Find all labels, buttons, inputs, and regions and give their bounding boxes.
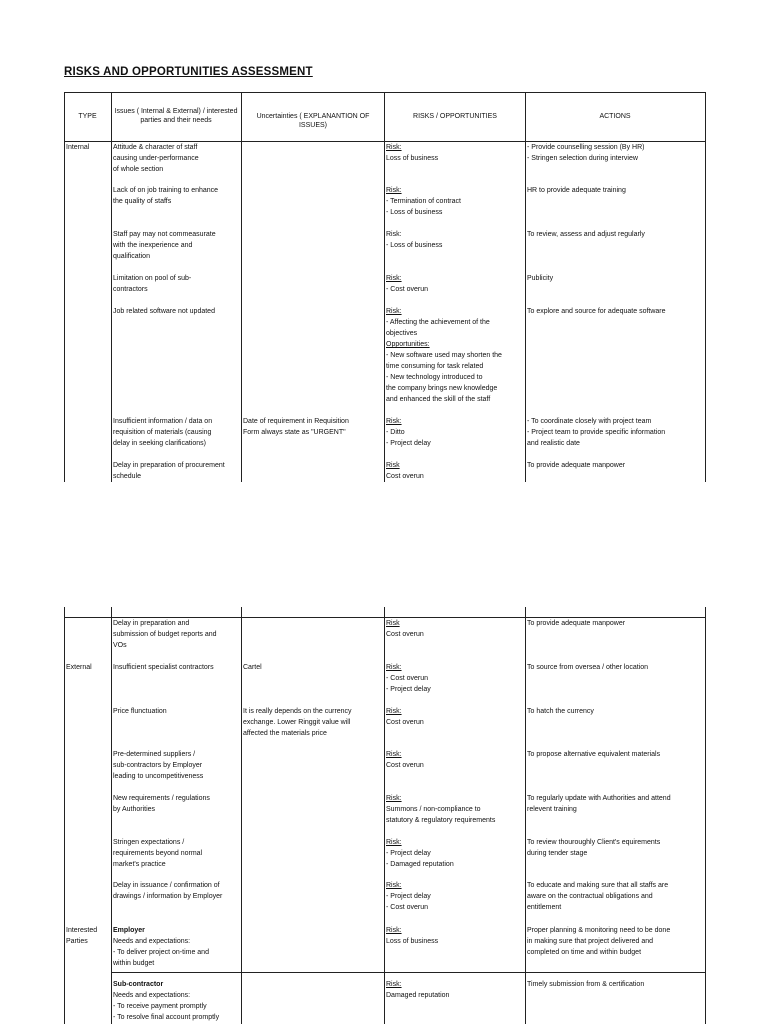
issue-cell: Stringen expectations / requirements beyond normal market's practice bbox=[113, 839, 203, 868]
action-cell: To review thouroughly Client's equirements during tender stage bbox=[527, 839, 661, 857]
opportunities-cell: - New software used may shorten the time consuming for task related - New technology introduced to the company brings new knowledge and enhanced the skill of the staff bbox=[386, 352, 502, 403]
action-cell: HR to provide adequate training bbox=[527, 187, 626, 194]
page-title: RISKS AND OPPORTUNITIES ASSESSMENT bbox=[64, 66, 313, 78]
uncertainty-cell: It is really depends on the currency exchange. Lower Ringgit value will affected the materials price bbox=[243, 708, 352, 737]
risk-label: Risk: bbox=[386, 144, 402, 151]
risk-cell: - Ditto - Project delay bbox=[386, 429, 431, 447]
uncertainty-cell: Cartel bbox=[243, 664, 262, 671]
issue-cell: Delay in issuance / confirmation of drawings / information by Employer bbox=[113, 882, 223, 900]
action-cell: To regularly update with Authorities and attend relevent training bbox=[527, 795, 671, 813]
type-interested-parties: Interested Parties bbox=[66, 927, 98, 945]
risk-label: Risk bbox=[386, 462, 400, 469]
issue-cell: Price flunctuation bbox=[113, 708, 167, 715]
issue-cell: Pre-determined suppliers / sub-contractors by Employer leading to uncompetitiveness bbox=[113, 751, 204, 780]
issue-cell: Delay in preparation and submission of budget reports and VOs bbox=[113, 620, 217, 649]
risk-cell: Cost overun bbox=[386, 631, 424, 638]
issue-cell: Attitude & character of staff causing under-performance of whole section bbox=[113, 144, 199, 173]
risk-cell: Damaged reputation bbox=[386, 992, 450, 999]
risk-cell: Summons / non-compliance to statutory & regulatory requirements bbox=[386, 806, 496, 824]
action-cell: Publicity bbox=[527, 275, 554, 282]
issue-cell: Staff pay may not commeasurate with the inexperience and qualification bbox=[113, 231, 216, 260]
issue-cell: Job related software not updated bbox=[113, 308, 215, 315]
issue-cell: Delay in preparation of procurement schedule bbox=[113, 462, 225, 480]
action-cell: Proper planning & monitoring need to be done in making sure that project delivered and completed on time and within budget bbox=[527, 927, 671, 956]
type-external: External bbox=[66, 664, 92, 671]
issue-cell: Limitation on pool of sub- contractors bbox=[113, 275, 192, 293]
opportunities-label: Opportunities: bbox=[386, 341, 430, 348]
risk-cell: - Loss of business bbox=[386, 242, 443, 249]
risk-label: Risk: bbox=[386, 231, 402, 238]
action-cell: To provide adequate manpower bbox=[527, 620, 626, 627]
risk-cell: - Termination of contract - Loss of business bbox=[386, 198, 461, 216]
issue-cell: Insufficient information / data on requisition of materials (causing delay in seeking clarifications) bbox=[113, 418, 213, 447]
risk-label: Risk: bbox=[386, 708, 402, 715]
action-cell: To source from oversea / other location bbox=[527, 664, 649, 671]
action-cell: Timely submission from & certification bbox=[527, 981, 645, 988]
risk-label: Risk: bbox=[386, 882, 402, 889]
action-cell: To propose alternative equivalent materials bbox=[527, 751, 661, 758]
risk-cell: - Project delay - Damaged reputation bbox=[386, 850, 454, 868]
risk-label: Risk: bbox=[386, 981, 402, 988]
header-type: TYPE bbox=[78, 113, 97, 120]
action-cell: - Provide counselling session (By HR) - Stringen selection during interview bbox=[527, 144, 645, 162]
risk-label: Risk: bbox=[386, 751, 402, 758]
risk-cell: - Project delay - Cost overun bbox=[386, 893, 431, 911]
risk-cell: - Affecting the achievement of the objectives bbox=[386, 319, 490, 337]
risk-label: Risk: bbox=[386, 795, 402, 802]
action-cell: To review, assess and adjust regularly bbox=[527, 231, 645, 238]
header-actions: ACTIONS bbox=[599, 113, 631, 120]
issue-cell: New requirements / regulations by Authorities bbox=[113, 795, 210, 813]
risk-cell: - Cost overun bbox=[386, 286, 429, 293]
issue-cell: Needs and expectations: - To receive payment promptly - To resolve final account promptly bbox=[113, 992, 220, 1021]
issue-party-name: Sub-contractor bbox=[113, 981, 164, 988]
issue-cell: Insufficient specialist contractors bbox=[113, 664, 214, 671]
action-cell: To educate and making sure that all staffs are aware on the contractual obligations and entitlement bbox=[527, 882, 669, 911]
issue-cell: Needs and expectations: - To deliver project on-time and within budget bbox=[113, 938, 209, 967]
header-risks-opportunities: RISKS / OPPORTUNITIES bbox=[413, 113, 497, 120]
risk-label: Risk: bbox=[386, 187, 402, 194]
risk-cell: - Cost overun - Project delay bbox=[386, 675, 431, 693]
risk-label: Risk bbox=[386, 620, 400, 627]
risk-cell: Cost overun bbox=[386, 719, 424, 726]
issue-cell: Lack of on job training to enhance the quality of staffs bbox=[113, 187, 219, 205]
risk-label: Risk: bbox=[386, 839, 402, 846]
risk-label: Risk: bbox=[386, 418, 402, 425]
risk-cell: Loss of business bbox=[386, 155, 439, 162]
action-cell: - To coordinate closely with project team - Project team to provide specific information and realistic date bbox=[527, 418, 666, 447]
risk-label: Risk: bbox=[386, 927, 402, 934]
action-cell: To explore and source for adequate software bbox=[527, 308, 666, 315]
assessment-table-part-2 bbox=[64, 607, 705, 1024]
header-issues: Issues ( Internal & External) / interested parties and their needs bbox=[114, 108, 238, 124]
issue-party-name: Employer bbox=[113, 927, 145, 934]
type-internal: Internal bbox=[66, 144, 90, 151]
assessment-table-part-1 bbox=[64, 92, 705, 482]
risk-label: Risk: bbox=[386, 275, 402, 282]
uncertainty-cell: Date of requirement in Requisition Form always state as "URGENT" bbox=[243, 418, 349, 436]
risk-cell: Loss of business bbox=[386, 938, 439, 945]
risk-label: Risk: bbox=[386, 308, 402, 315]
risk-label: Risk: bbox=[386, 664, 402, 671]
action-cell: To provide adequate manpower bbox=[527, 462, 626, 469]
action-cell: To hatch the currency bbox=[527, 708, 594, 715]
risk-cell: Cost overun bbox=[386, 762, 424, 769]
risk-cell: Cost overun bbox=[386, 473, 424, 480]
header-uncertainties: Uncertainties ( EXPLANANTION OF ISSUES) bbox=[256, 113, 370, 129]
